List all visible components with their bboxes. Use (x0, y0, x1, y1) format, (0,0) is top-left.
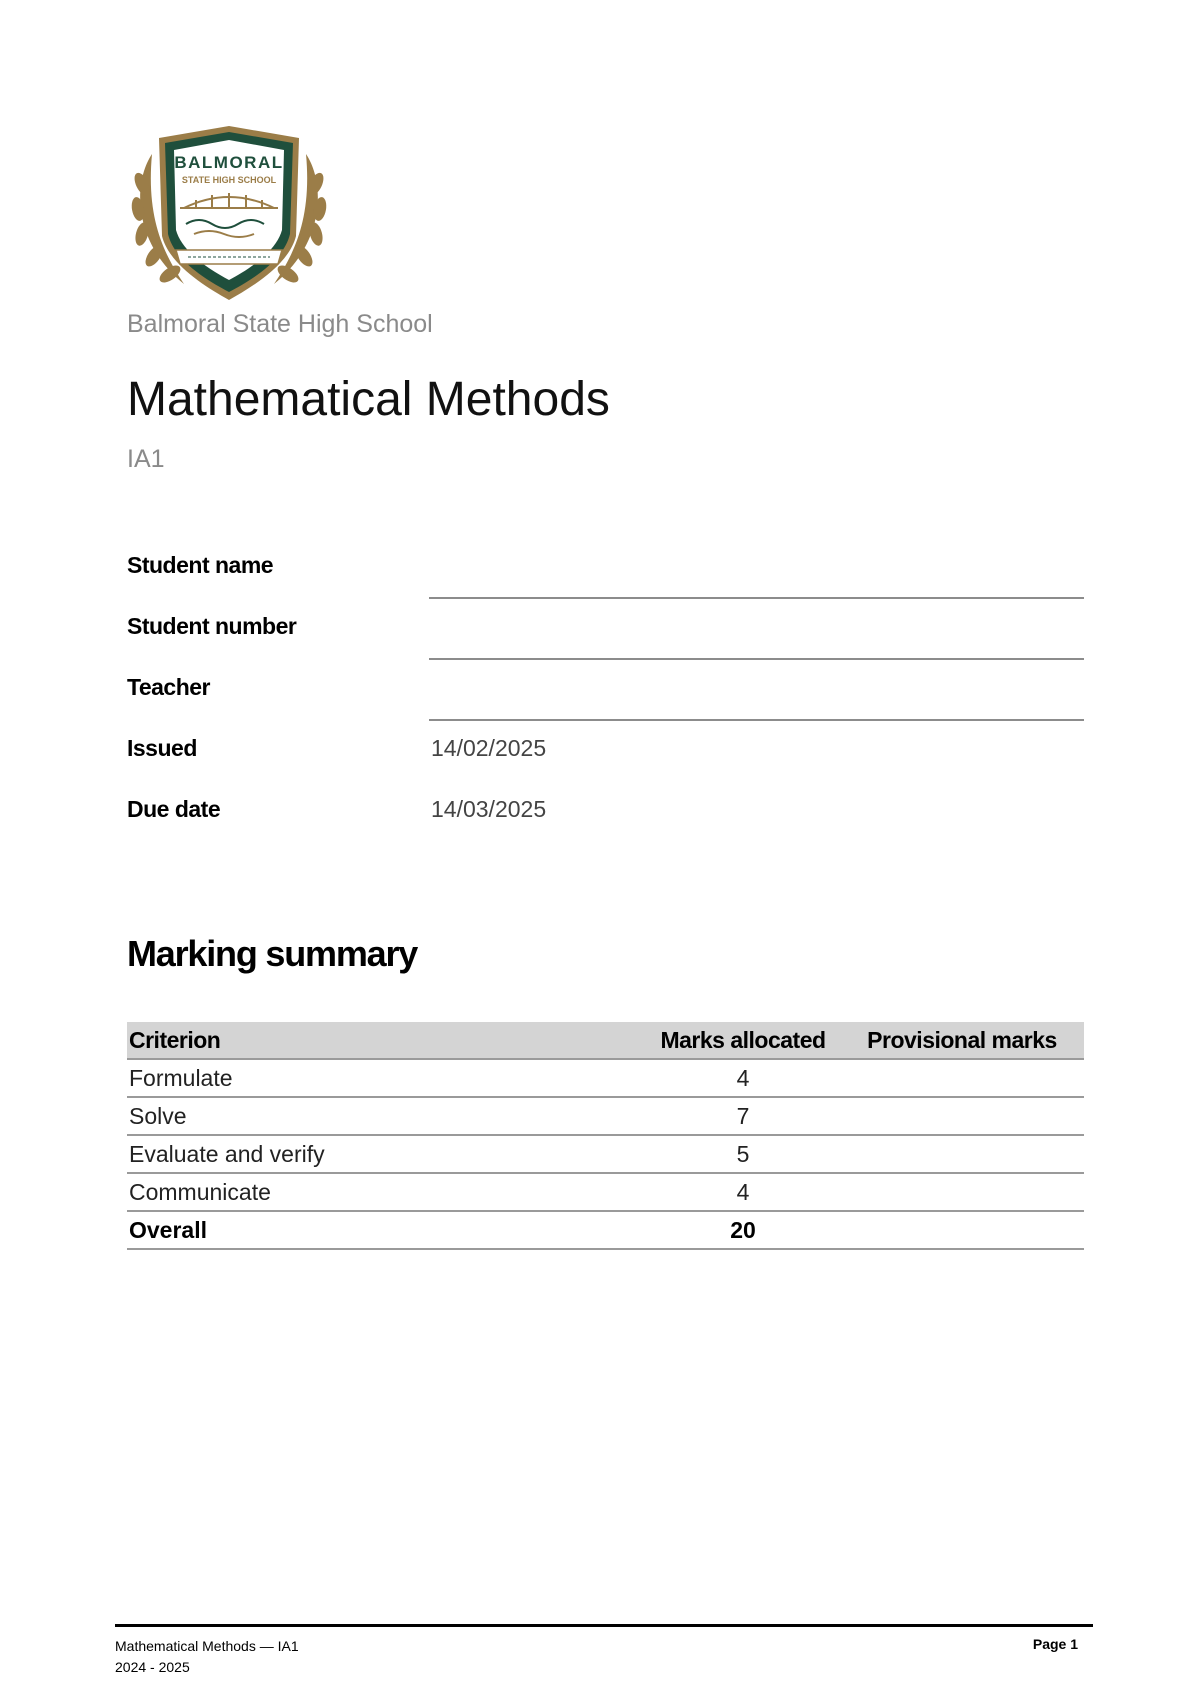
info-label: Teacher (127, 674, 211, 700)
info-label: Due date (127, 796, 221, 822)
student-number-field[interactable] (429, 658, 1084, 660)
footer-divider (115, 1624, 1093, 1627)
provisional-cell[interactable] (840, 1173, 1084, 1211)
student-info-block (127, 540, 1084, 845)
student-number-row (127, 601, 1084, 662)
marking-summary-heading: Marking summary (127, 933, 418, 974)
student-name-row (127, 540, 1084, 601)
school-name: Balmoral State High School (127, 310, 433, 338)
marks-cell: 5 (646, 1135, 840, 1173)
assessment-code: IA1 (127, 445, 165, 473)
column-header-marks: Marks allocated (646, 1022, 840, 1059)
marks-cell: 7 (646, 1097, 840, 1135)
column-header-criterion: Criterion (127, 1022, 646, 1059)
criterion-cell: Formulate (127, 1059, 646, 1097)
svg-text:STATE HIGH SCHOOL: STATE HIGH SCHOOL (181, 175, 277, 185)
issued-date: 14/02/2025 (431, 735, 547, 761)
info-label: Issued (127, 735, 197, 761)
marks-cell: 4 (646, 1173, 840, 1211)
table-row (127, 1059, 1084, 1097)
footer-document-title: Mathematical Methods — IA1 (115, 1638, 299, 1654)
criterion-cell: Communicate (127, 1173, 646, 1211)
table-row (127, 1173, 1084, 1211)
footer-info (115, 1636, 299, 1678)
page-title: Mathematical Methods (127, 373, 610, 426)
page-number: Page 1 (1032, 1636, 1078, 1652)
marks-cell: 20 (646, 1211, 840, 1249)
teacher-row (127, 662, 1084, 723)
teacher-field[interactable] (429, 719, 1084, 721)
footer-year: 2024 - 2025 (115, 1659, 190, 1675)
overall-row (127, 1211, 1084, 1249)
provisional-cell[interactable] (840, 1097, 1084, 1135)
marking-summary-table (127, 1022, 1084, 1250)
provisional-cell[interactable] (840, 1211, 1084, 1249)
motto-banner (176, 250, 282, 264)
provisional-cell[interactable] (840, 1059, 1084, 1097)
student-name-field[interactable] (429, 597, 1084, 599)
criterion-cell: Overall (127, 1211, 646, 1249)
info-label: Student name (127, 552, 274, 578)
due-date-row (127, 784, 1084, 845)
school-crest-logo (124, 124, 334, 302)
criterion-cell: Solve (127, 1097, 646, 1135)
table-row (127, 1097, 1084, 1135)
svg-text:BALMORAL: BALMORAL (174, 153, 284, 172)
due-date: 14/03/2025 (431, 796, 547, 822)
table-header-row (127, 1022, 1084, 1059)
info-label: Student number (127, 613, 297, 639)
column-header-provisional: Provisional marks (840, 1022, 1084, 1059)
issued-row (127, 723, 1084, 784)
provisional-cell[interactable] (840, 1135, 1084, 1173)
criterion-cell: Evaluate and verify (127, 1135, 646, 1173)
marks-cell: 4 (646, 1059, 840, 1097)
table-row (127, 1135, 1084, 1173)
